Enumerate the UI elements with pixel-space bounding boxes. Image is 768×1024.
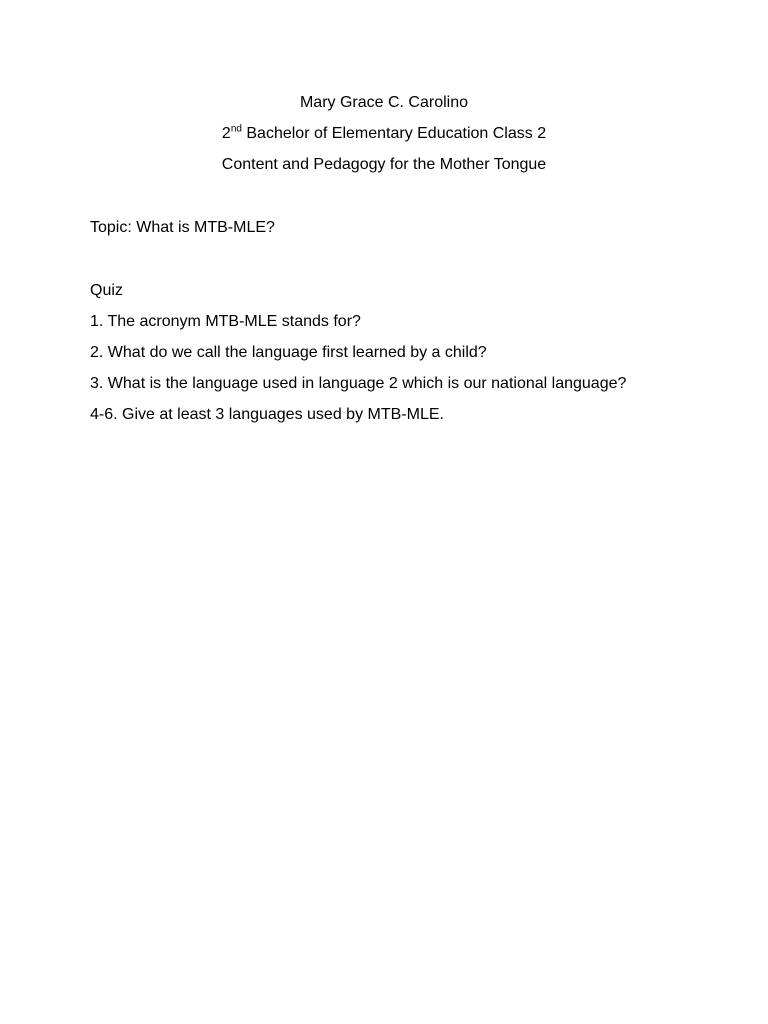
quiz-item: 4-6. Give at least 3 languages used by MTB-MLE. — [90, 406, 444, 423]
quiz-item: 3. What is the language used in language 2 which is our national language? — [90, 375, 627, 392]
quiz-item: 2. What do we call the language first learned by a child? — [90, 344, 487, 361]
class-ordinal-suffix: nd — [230, 123, 242, 135]
quiz-heading: Quiz — [90, 282, 123, 299]
class-line — [0, 124, 768, 144]
quiz-item: 1. The acronym MTB-MLE stands for? — [90, 313, 361, 330]
author-name: Mary Grace C. Carolino — [299, 94, 469, 111]
course-title: Content and Pedagogy for the Mother Tongue — [221, 156, 547, 173]
topic-line: Topic: What is MTB-MLE? — [90, 219, 275, 236]
class-year: 2 — [221, 125, 231, 142]
class-program: Bachelor of Elementary Education Class 2 — [241, 125, 547, 142]
